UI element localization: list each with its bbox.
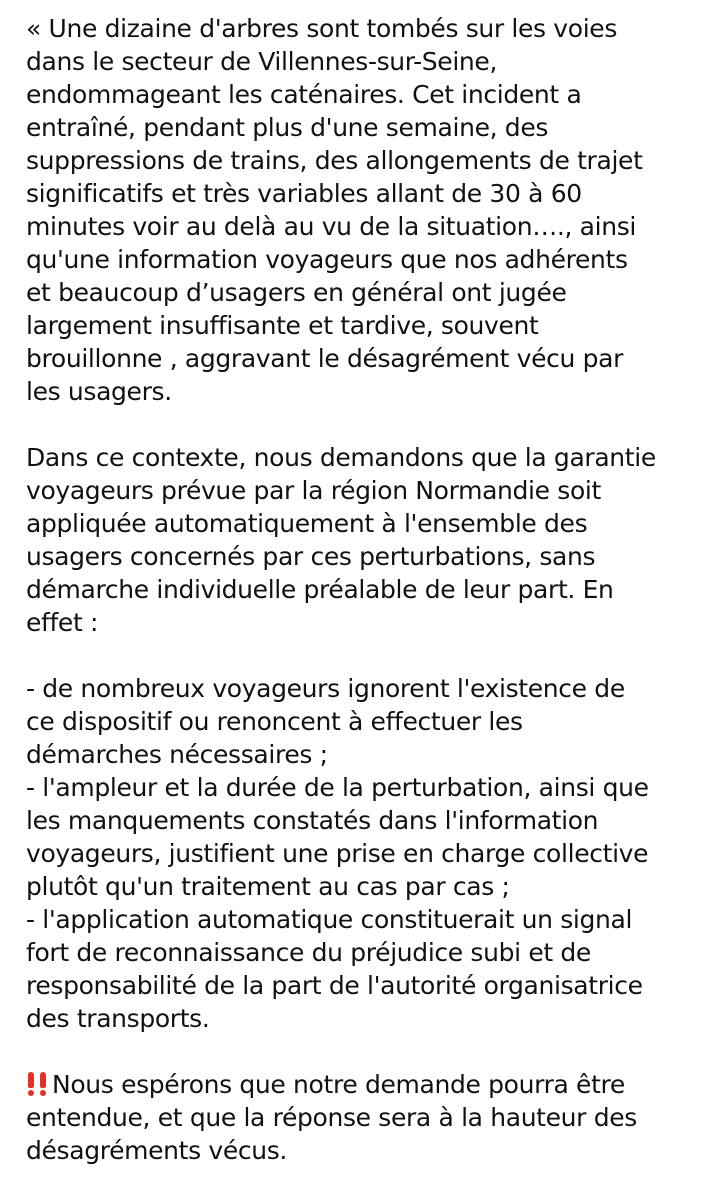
text-line <box>26 1068 698 1101</box>
text-line: les manquements constatés dans l'information <box>26 806 599 835</box>
text-line: Dans ce contexte, nous demandons que la garantie <box>26 443 656 472</box>
text-line: - l'application automatique constituerait un signal <box>26 905 633 934</box>
text-line: démarche individuelle préalable de leur part. En <box>26 575 614 604</box>
text-line: « Une dizaine d'arbres sont tombés sur les voies <box>26 14 618 43</box>
text-line: qu'une information voyageurs que nos adhérents <box>26 245 628 274</box>
text-line: plutôt qu'un traitement au cas par cas ; <box>26 872 510 901</box>
text-line: entraîné, pendant plus d'une semaine, des <box>26 113 549 142</box>
text-line: entendue, et que la réponse sera à la hauteur des <box>26 1103 637 1132</box>
paragraph-gap <box>26 408 698 441</box>
text-line: minutes voir au delà au vu de la situation…., ainsi <box>26 212 636 241</box>
text-line: voyageurs, justifient une prise en charge collective <box>26 839 649 868</box>
paragraph-conclusion <box>26 1068 698 1167</box>
paragraph-gap <box>26 1035 698 1068</box>
text-line: - de nombreux voyageurs ignorent l'existence de <box>26 674 625 703</box>
note-text <box>26 12 698 1167</box>
text-line: usagers concernés par ces perturbations, sans <box>26 542 596 571</box>
text-line: voyageurs prévue par la région Normandie soit <box>26 476 601 505</box>
paragraph-incident <box>26 12 698 408</box>
text-line: dans le secteur de Villennes-sur-Seine, <box>26 47 498 76</box>
paragraph-request <box>26 441 698 639</box>
text-line: désagréments vécus. <box>26 1136 288 1165</box>
text-line: endommageant les caténaires. Cet incident a <box>26 80 582 109</box>
paragraph-gap <box>26 639 698 672</box>
double-exclamation-icon <box>26 1072 50 1096</box>
text-line: les usagers. <box>26 377 172 406</box>
conclusion-first-line: Nous espérons que notre demande pourra être <box>52 1070 625 1099</box>
text-line: significatifs et très variables allant de 30 à 60 <box>26 179 582 208</box>
text-line: effet : <box>26 608 99 637</box>
text-line: démarches nécessaires ; <box>26 740 328 769</box>
text-line: des transports. <box>26 1004 210 1033</box>
text-line: ce dispositif ou renoncent à effectuer les <box>26 707 523 736</box>
paragraph-arguments-list <box>26 672 698 1035</box>
text-line: - l'ampleur et la durée de la perturbation, ainsi que <box>26 773 649 802</box>
text-line: largement insuffisante et tardive, souvent <box>26 311 539 340</box>
text-line: responsabilité de la part de l'autorité organisatrice <box>26 971 643 1000</box>
text-line: fort de reconnaissance du préjudice subi et de <box>26 938 591 967</box>
text-line: suppressions de trains, des allongements de trajet <box>26 146 643 175</box>
text-line: brouillonne , aggravant le désagrément vécu par <box>26 344 624 373</box>
text-line: et beaucoup d’usagers en général ont jugée <box>26 278 567 307</box>
text-line: appliquée automatiquement à l'ensemble des <box>26 509 588 538</box>
